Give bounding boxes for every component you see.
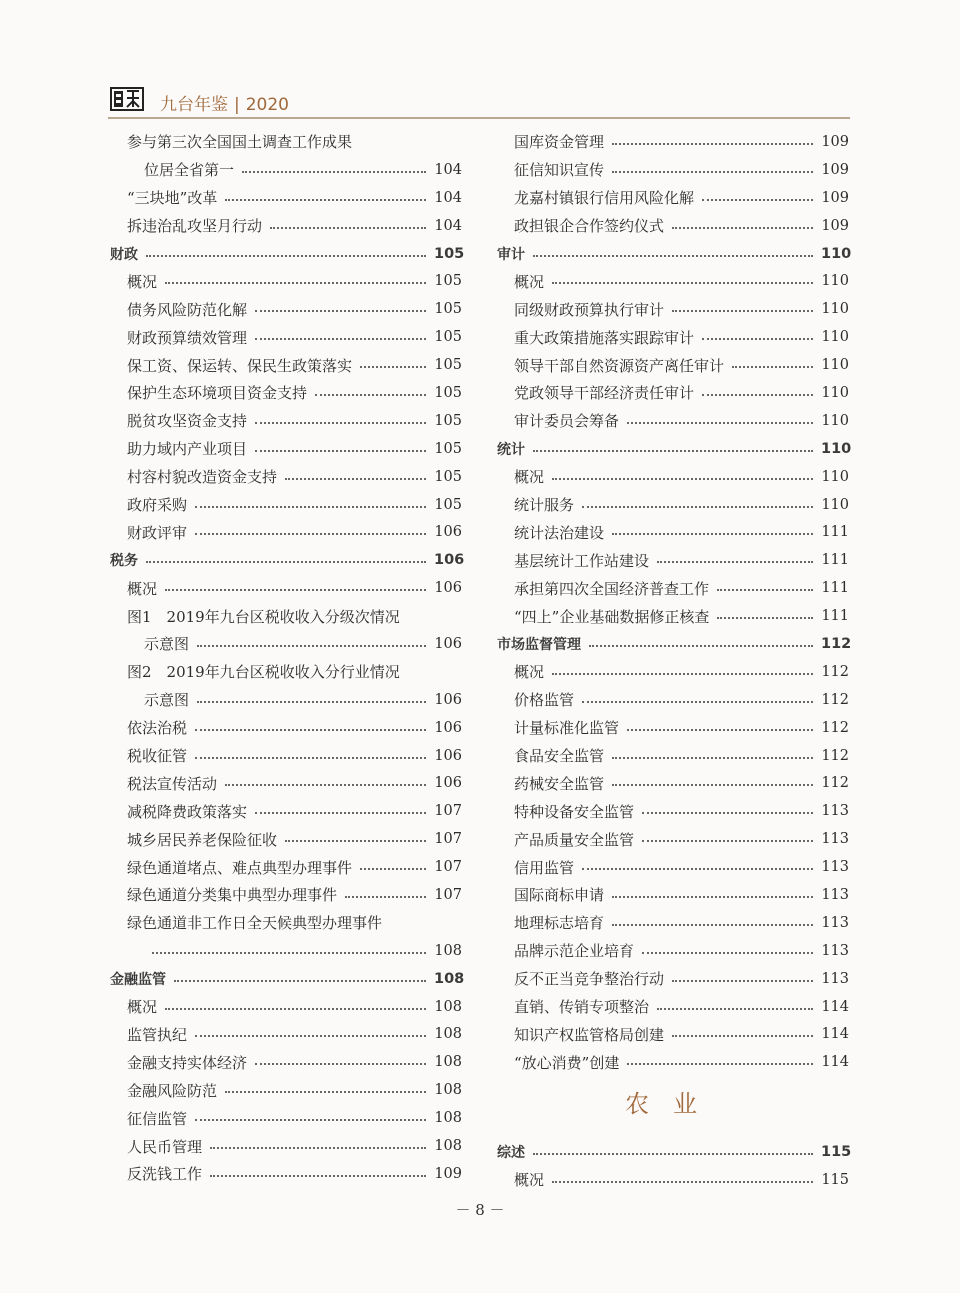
toc-entry[interactable] [497,295,849,323]
toc-entry[interactable] [110,267,462,295]
page-number: － 8 － [455,1201,505,1219]
toc-entry[interactable] [497,797,849,825]
toc-entry-page: 111 [821,552,849,569]
dot-leader [552,478,813,480]
toc-entry[interactable] [110,993,462,1021]
toc-entry[interactable] [110,351,462,379]
dot-leader [702,394,813,396]
dot-leader [255,310,426,312]
toc-entry-title: 财政 [110,246,138,263]
dot-leader [612,784,813,786]
dot-leader [612,533,813,535]
yearbook-year: 2020 [245,95,289,115]
toc-entry-page: 112 [821,635,852,652]
toc-entry[interactable] [110,742,462,770]
toc-entry-page: 113 [821,886,849,903]
toc-entry-title: “三块地”改革 [127,189,218,208]
dot-leader [732,366,813,368]
toc-entry[interactable] [497,658,849,686]
toc-entry-title: 政府采购 [127,496,188,515]
toc-entry[interactable] [497,212,849,240]
toc-entry-page: 109 [434,1165,462,1182]
toc-entry[interactable] [497,686,849,714]
toc-entry-title: 统计 [497,441,525,458]
toc-entry-title: 信用监管 [514,858,575,877]
toc-entry[interactable] [497,491,849,519]
toc-entry-page: 105 [434,301,462,318]
toc-entry-page: 110 [821,357,849,374]
toc-entry[interactable] [110,212,462,240]
toc-entry-page: 115 [821,1171,849,1188]
dot-leader [197,645,426,647]
toc-entry-page: 110 [821,468,849,485]
toc-entry-page: 106 [434,580,462,597]
toc-entry-title: 拆违治乱攻坚月行动 [127,217,263,236]
toc-entry[interactable] [497,853,849,881]
toc-entry-page: 108 [434,1054,462,1071]
toc-entry-title: 金融监管 [110,971,166,988]
toc-entry-title: 计量标准化监管 [514,719,620,738]
yearbook-name: 九台年鉴 [160,95,228,115]
dot-leader [642,952,813,954]
toc-entry-title: 综述 [497,1144,525,1161]
dot-leader [672,1035,813,1037]
dot-leader [225,199,426,201]
toc-entry[interactable] [110,156,462,184]
toc-entry-title: 税法宣传活动 [127,774,218,793]
toc-entry-title: 品牌示范企业培育 [514,942,635,961]
toc-entry-page: 112 [821,775,849,792]
toc-entry[interactable] [110,909,462,937]
dot-leader [642,812,813,814]
toc-entry-title: 示意图 [144,691,190,710]
toc-entry-page: 110 [821,384,849,401]
toc-entry-page: 110 [821,496,849,513]
toc-entry[interactable] [110,1021,462,1049]
dot-leader [285,478,426,480]
dot-leader [533,450,813,452]
toc-entry[interactable] [110,881,462,909]
toc-entry[interactable] [110,379,462,407]
toc-entry-page: 113 [821,914,849,931]
toc-entry[interactable] [110,1076,462,1104]
toc-entry-page: 106 [434,775,462,792]
toc-entry-page: 108 [434,998,462,1015]
toc-entry-title: 特种设备安全监管 [514,802,635,821]
toc-entry[interactable] [497,518,849,546]
toc-entry-page: 110 [821,245,852,262]
toc-entry-page: 107 [434,859,462,876]
toc-entry-page: 113 [821,803,849,820]
dot-leader [195,533,426,535]
toc-entry-page: 113 [821,970,849,987]
toc-entry-title: 债务风险防范化解 [127,300,248,319]
dot-leader [612,757,813,759]
catalog-logo-icon [110,86,144,112]
dot-leader [165,282,426,284]
toc-entry[interactable] [497,602,849,630]
toc-entry-page: 113 [821,942,849,959]
dot-leader [225,784,426,786]
dot-leader [582,701,813,703]
toc-entry-page: 112 [821,719,849,736]
toc-entry-page: 114 [821,998,849,1015]
toc-entry-title: 财政评审 [127,523,188,542]
toc-entry-page: 105 [434,357,462,374]
toc-entry-title: 概况 [127,272,158,291]
dot-leader [360,868,426,870]
toc-entry[interactable] [110,825,462,853]
toc-entry-title: 征信监管 [127,1109,188,1128]
toc-entry-page: 105 [434,329,462,346]
toc-entry[interactable] [497,937,849,965]
dot-leader [672,980,813,982]
dot-leader [582,868,813,870]
dot-leader [255,422,426,424]
dot-leader [589,645,813,647]
toc-entry-page: 104 [434,217,462,234]
toc-entry-title: 地理标志培育 [514,914,605,933]
dot-leader [146,255,426,257]
toc-entry-title: 税收征管 [127,747,188,766]
toc-entry-page: 109 [821,217,849,234]
toc-entry[interactable] [497,1166,849,1194]
toc-entry-page: 110 [821,273,849,290]
toc-entry[interactable] [497,909,849,937]
toc-entry-page: 113 [821,859,849,876]
toc-entry-page: 113 [821,831,849,848]
toc-entry-title: 统计法治建设 [514,523,605,542]
toc-entry-title: 国际商标申请 [514,886,605,905]
toc-entry-title: 概况 [514,1171,545,1190]
toc-entry[interactable] [110,463,462,491]
dot-leader [195,1119,426,1121]
toc-section-heading[interactable] [497,630,852,658]
toc-entry-page: 105 [434,440,462,457]
toc-entry-title: 概况 [514,272,545,291]
toc-entry-title: 绿色通道堵点、难点典型办理事件 [127,858,353,877]
toc-entry-page: 108 [434,1026,462,1043]
dot-leader [552,1181,813,1183]
toc-entry-title: 财政预算绩效管理 [127,328,248,347]
toc-entry-page: 110 [821,412,849,429]
dot-leader [533,255,813,257]
toc-entry-page: 112 [821,747,849,764]
toc-section-heading[interactable] [497,1138,852,1166]
dot-leader [627,422,813,424]
toc-entry[interactable] [497,769,849,797]
toc-entry[interactable] [110,295,462,323]
toc-entry-title: 产品质量安全监管 [514,830,635,849]
toc-entry-title: 承担第四次全国经济普查工作 [514,579,710,598]
toc-entry-page: 107 [434,886,462,903]
toc-entry[interactable] [497,965,849,993]
toc-entry[interactable] [110,184,462,212]
dot-leader [285,840,426,842]
toc-entry-page: 108 [434,970,465,987]
toc-entry[interactable] [497,184,849,212]
dot-leader [672,310,813,312]
toc-entry-page: 111 [821,524,849,541]
toc-entry-title: 政担银企合作签约仪式 [514,217,665,236]
toc-entry[interactable] [110,769,462,797]
toc-entry-page: 105 [434,273,462,290]
toc-entry[interactable] [497,825,849,853]
toc-entry[interactable] [110,1160,462,1188]
toc-entry-page: 105 [434,384,462,401]
toc-entry[interactable] [497,379,849,407]
toc-entry-page: 104 [434,189,462,206]
toc-entry[interactable] [497,323,849,351]
toc-entry-page: 114 [821,1054,849,1071]
toc-entry-page: 108 [434,1138,462,1154]
dot-leader [195,729,426,731]
toc-entry-title: “放心消费”创建 [514,1053,620,1072]
toc-entry[interactable] [110,323,462,351]
toc-entry[interactable] [497,574,849,602]
toc-entry[interactable] [110,714,462,742]
dot-leader [255,812,426,814]
dot-leader [165,589,426,591]
toc-entry-title: 基层统计工作站建设 [514,551,650,570]
toc-entry-title: 审计委员会筹备 [514,412,620,431]
dot-leader [195,757,426,759]
toc-entry-title: 领导干部自然资源资产离任审计 [514,356,725,375]
toc-entry-title: 图2 2019年九台区税收收入分行业情况 [127,663,400,682]
dot-leader [702,199,813,201]
toc-entry-title: 统计服务 [514,496,575,515]
toc-entry-page: 111 [821,580,849,597]
toc-entry-title: 同级财政预算执行审计 [514,300,665,319]
toc-section-heading[interactable] [110,240,465,268]
toc-entry-title: 直销、传销专项整治 [514,998,650,1017]
toc-entry[interactable] [497,407,849,435]
toc-entry-page: 104 [434,161,462,178]
dot-leader [255,450,426,452]
dot-leader [225,1091,426,1093]
header-rule [108,117,850,119]
dot-leader [612,171,813,173]
dot-leader [612,924,813,926]
toc-entry[interactable] [497,1048,849,1076]
toc-entry-title: 图1 2019年九台区税收收入分级次情况 [127,607,400,626]
toc-entry[interactable] [110,491,462,519]
dot-leader [210,1175,426,1177]
toc-entry-title: 脱贫攻坚资金支持 [127,412,248,431]
toc-entry-title: 城乡居民养老保险征收 [127,830,278,849]
toc-entry-page: 105 [434,245,465,262]
toc-entry-page: 106 [434,747,462,764]
toc-entry[interactable] [497,742,849,770]
toc-entry[interactable] [110,518,462,546]
toc-entry[interactable] [497,267,849,295]
toc-entry[interactable] [497,881,849,909]
toc-entry-title: 概况 [514,468,545,487]
toc-entry-title: 减税降费政策落实 [127,802,248,821]
toc-entry-title: 示意图 [144,635,190,654]
toc-entry[interactable] [110,602,462,630]
dot-leader [612,143,813,145]
toc-section-heading[interactable] [110,965,465,993]
dot-leader [642,840,813,842]
toc-entry-title: 概况 [127,579,158,598]
toc-entry[interactable] [110,1132,462,1160]
toc-entry-page: 107 [434,803,462,820]
toc-entry-title: 知识产权监管格局创建 [514,1025,665,1044]
toc-entry-page: 111 [821,608,849,625]
toc-entry[interactable] [497,156,849,184]
toc-entry-title: 金融风险防范 [127,1081,218,1100]
toc-entry-title: 反洗钱工作 [127,1165,203,1184]
toc-entry-title: 审计 [497,246,525,263]
toc-entry-page: 110 [821,329,849,346]
toc-entry-title: 税务 [110,553,138,570]
toc-entry[interactable] [110,853,462,881]
toc-entry-page: 107 [434,831,462,848]
toc-section-heading[interactable] [110,546,465,574]
toc-entry-title: 龙嘉村镇银行信用风险化解 [514,189,695,208]
toc-entry-title: 价格监管 [514,691,575,710]
toc-entry-title: 绿色通道非工作日全天候典型办理事件 [127,914,383,933]
toc-entry-title: 依法治税 [127,719,188,738]
toc-entry[interactable] [110,574,462,602]
toc-entry[interactable] [497,993,849,1021]
dot-leader [717,617,813,619]
toc-entry[interactable] [497,1021,849,1049]
dot-leader [552,282,813,284]
toc-entry[interactable] [110,937,462,965]
toc-entry-page: 105 [434,412,462,429]
section-title: 农业 [625,1090,721,1118]
toc-entry-page: 115 [821,1143,852,1160]
dot-leader [627,1063,813,1065]
dot-leader [612,896,813,898]
toc-entry-title: 监管执纪 [127,1025,188,1044]
toc-entry-page: 108 [434,942,462,959]
toc-entry-page: 114 [821,1026,849,1043]
toc-entry-title: 反不正当竞争整治行动 [514,970,665,989]
toc-entry-page: 106 [434,524,462,541]
dot-leader [195,1035,426,1037]
dot-leader [255,1063,426,1065]
toc-entry[interactable] [497,714,849,742]
toc-entry[interactable] [497,128,849,156]
toc-entry[interactable] [110,128,462,156]
toc-entry-title: 人民币管理 [127,1137,203,1156]
dot-leader [533,1153,813,1155]
toc-entry-page: 108 [434,1110,462,1127]
toc-entry-page: 105 [434,468,462,485]
toc-entry-title: 药械安全监管 [514,774,605,793]
toc-entry-title: 村容村貌改造资金支持 [127,468,278,487]
toc-entry-title: “四上”企业基础数据修正核查 [514,607,710,626]
toc-entry-title: 国库资金管理 [514,133,605,152]
toc-entry[interactable] [110,686,462,714]
toc-entry[interactable] [110,1104,462,1132]
toc-entry-page: 105 [434,496,462,513]
toc-entry-title: 绿色通道分类集中典型办理事件 [127,886,338,905]
toc-entry-page: 109 [821,189,849,206]
dot-leader [657,561,813,563]
dot-leader [210,1147,426,1149]
dot-leader [146,561,426,563]
toc-section-heading[interactable] [497,240,852,268]
title-separator: | [234,95,240,115]
dot-leader [270,227,426,229]
toc-entry[interactable] [110,1048,462,1076]
toc-entry-page: 106 [434,691,462,708]
dot-leader [702,338,813,340]
dot-leader [152,952,426,954]
toc-entry-page: 106 [434,635,462,652]
toc-entry-title: 位居全省第一 [144,161,235,180]
toc-entry[interactable] [110,407,462,435]
toc-entry-title: 重大政策措施落实跟踪审计 [514,328,695,347]
toc-entry-page: 106 [434,552,465,569]
toc-entry[interactable] [497,351,849,379]
toc-right-column [497,128,852,1076]
toc-entry[interactable] [110,630,462,658]
dot-leader [360,366,426,368]
dot-leader [672,227,813,229]
dot-leader [174,980,426,982]
toc-entry-title: 市场监督管理 [497,636,581,653]
dot-leader [165,1008,426,1010]
toc-entry-title: 金融支持实体经济 [127,1053,248,1072]
dot-leader [255,338,426,340]
dot-leader [315,394,426,396]
toc-entry-page: 109 [821,133,849,150]
dot-leader [242,171,426,173]
toc-entry-title: 概况 [514,663,545,682]
dot-leader [627,729,813,731]
toc-entry-title: 概况 [127,998,158,1017]
toc-entry-title: 保护生态环境项目资金支持 [127,384,308,403]
toc-entry-title: 参与第三次全国国土调查工作成果 [127,133,353,152]
toc-entry-page: 106 [434,719,462,736]
toc-entry-page: 112 [821,663,849,680]
toc-entry-title: 保工资、保运转、保民生政策落实 [127,356,353,375]
toc-entry-page: 108 [434,1082,462,1099]
toc-entry[interactable] [110,658,462,686]
page-header [108,80,848,116]
toc-entry[interactable] [497,463,849,491]
dot-leader [582,506,813,508]
yearbook-title [160,90,289,115]
toc-entry-title: 征信知识宣传 [514,161,605,180]
toc-entry-page: 110 [821,440,852,457]
dot-leader [345,896,426,898]
toc-entry-page: 109 [821,161,849,178]
toc-entry-page: 112 [821,691,849,708]
dot-leader [657,1008,813,1010]
dot-leader [717,589,813,591]
toc-entry[interactable] [497,546,849,574]
dot-leader [197,701,426,703]
toc-entry-page: 110 [821,301,849,318]
dot-leader [552,673,813,675]
toc-section-entries [497,1138,852,1194]
dot-leader [195,506,426,508]
toc-entry[interactable] [110,797,462,825]
toc-section-heading[interactable] [497,435,852,463]
toc-entry-title: 党政领导干部经济责任审计 [514,384,695,403]
toc-entry-title: 助力域内产业项目 [127,440,248,459]
toc-entry-title: 食品安全监管 [514,747,605,766]
toc-entry[interactable] [110,435,462,463]
toc-left-column [110,128,465,1188]
